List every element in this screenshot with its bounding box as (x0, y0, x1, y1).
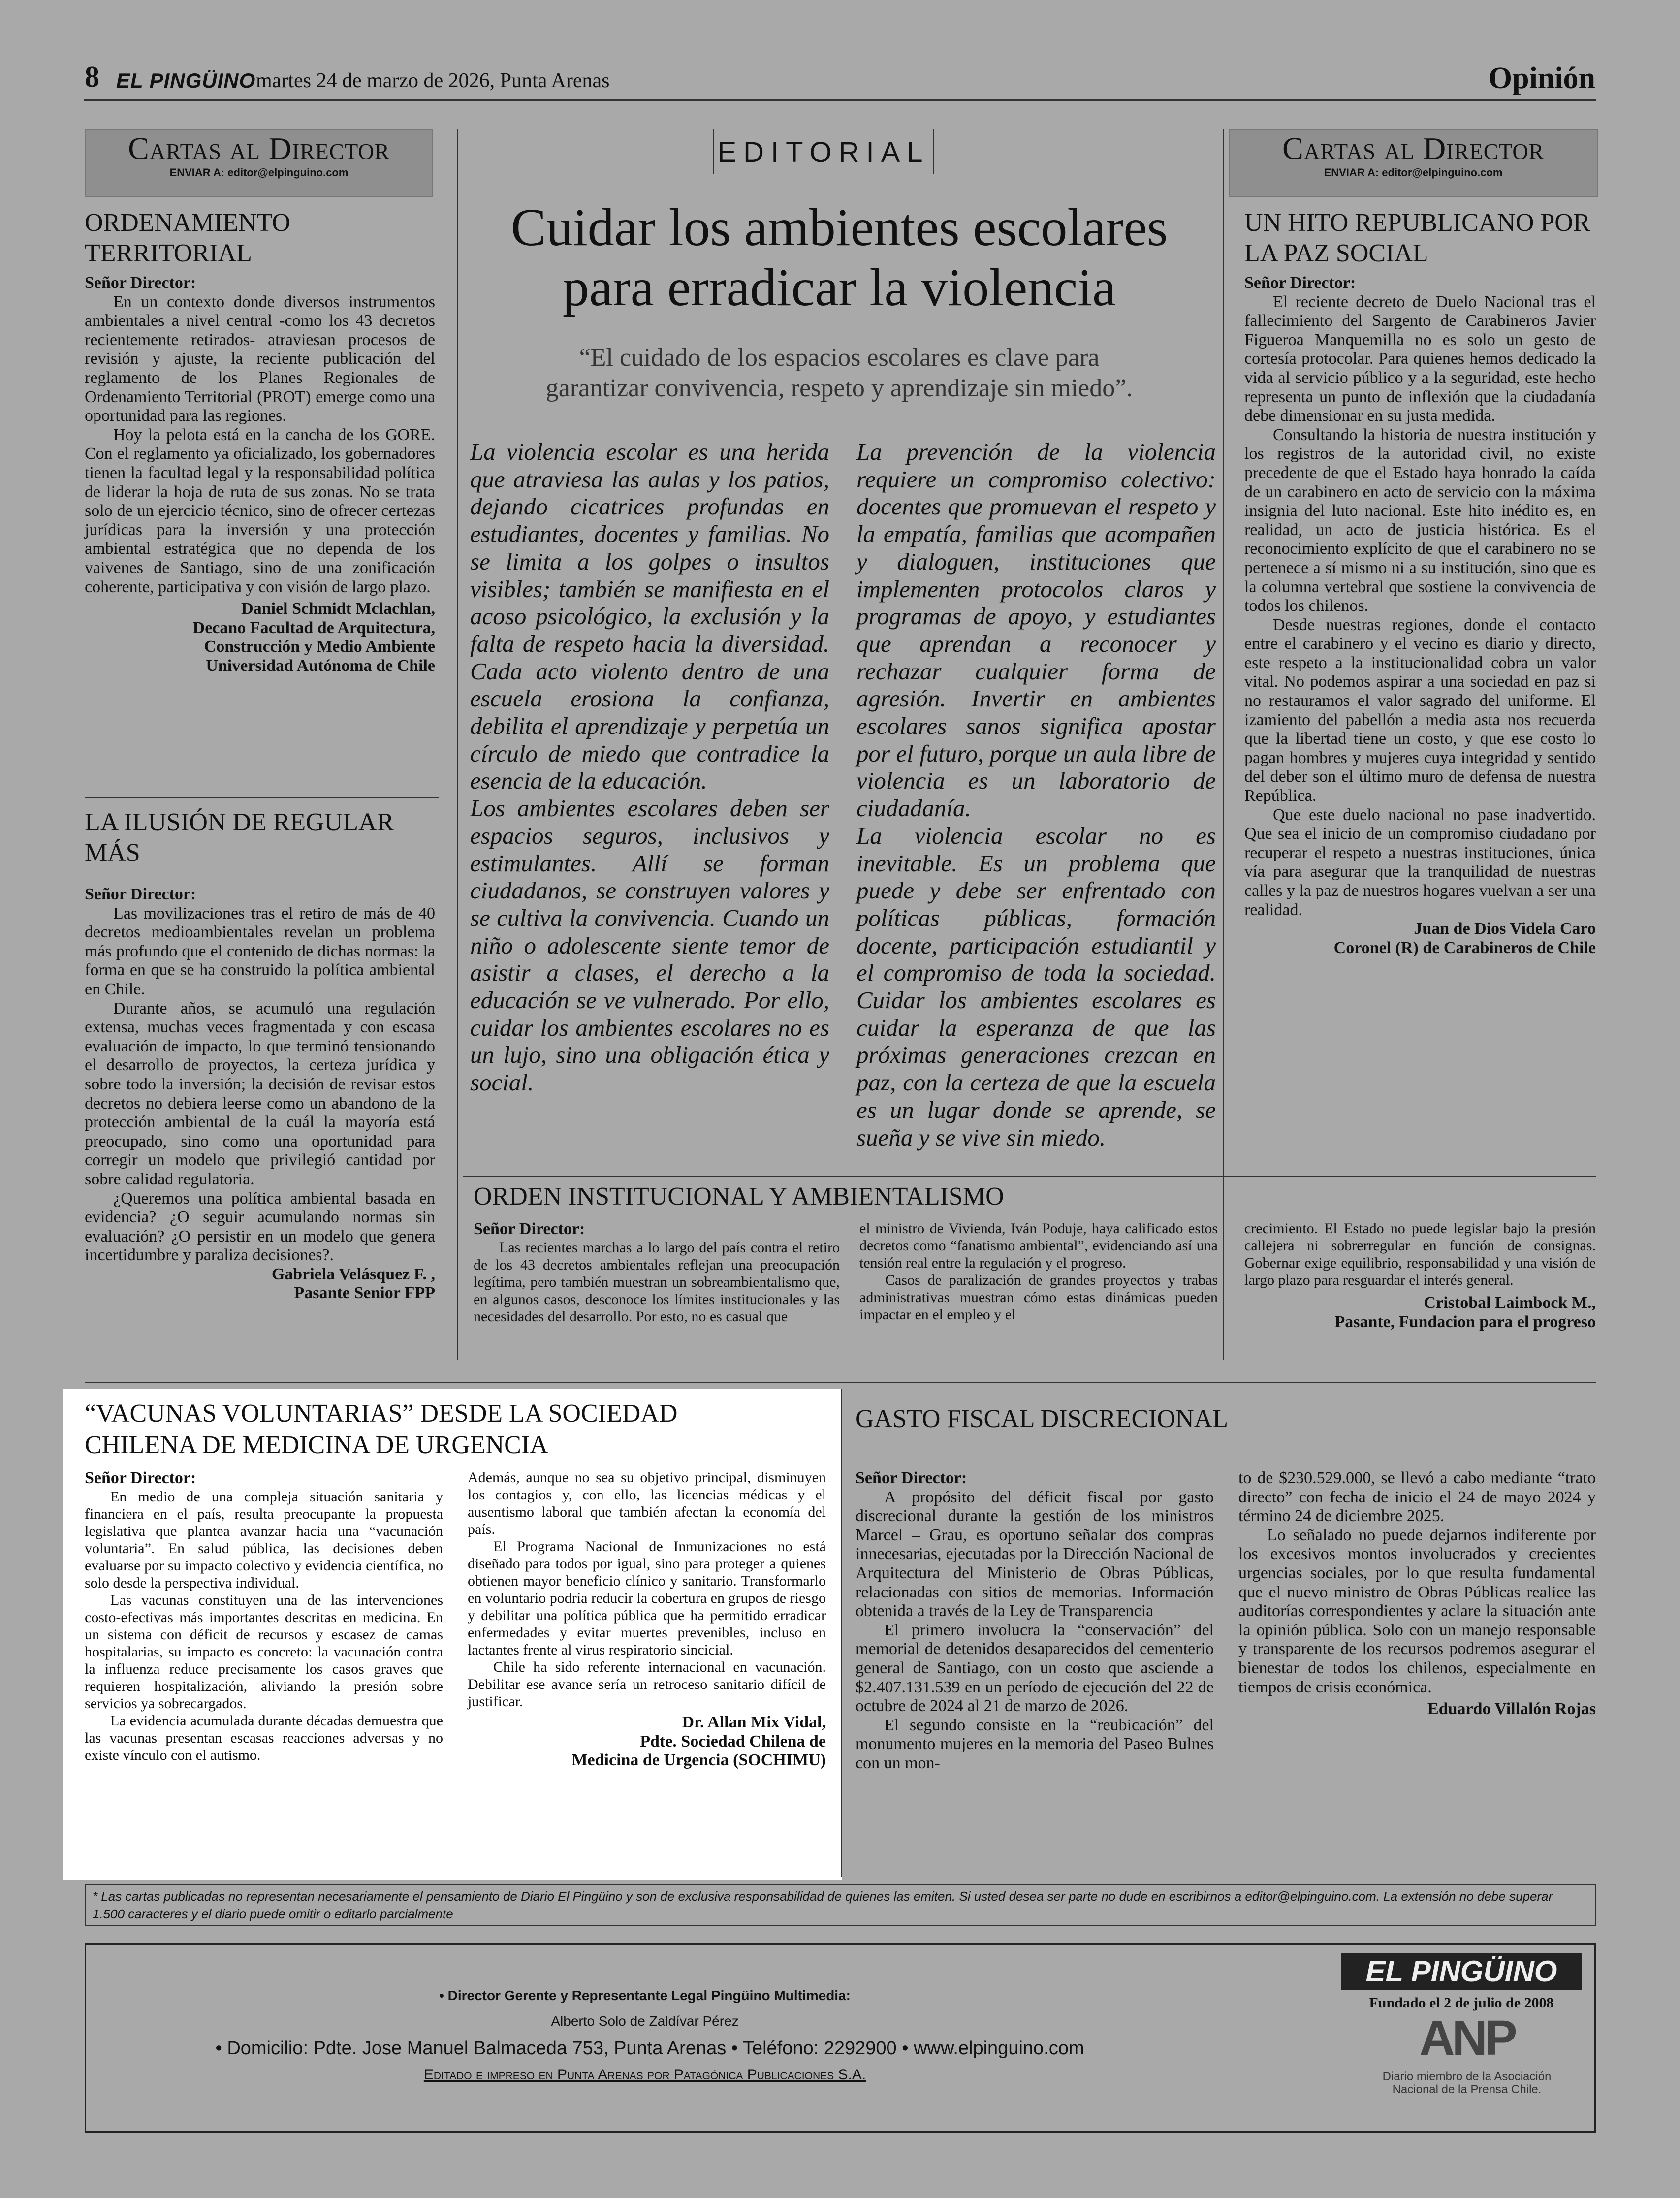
letter-body (85, 293, 435, 597)
cartas-email: ENVIAR A: editor@elpinguino.com (1324, 166, 1503, 179)
paragraph: el ministro de Vivienda, Iván Poduje, haya calificado estos decretos como “fanatismo ambiental”, evidenciando así una tensión real entre la regulación y el progreso. (859, 1220, 1218, 1271)
paragraph: ¿Queremos una política ambiental basada en evidencia? ¿O seguir acumulando normas sin evaluación? ¿O persistir en un modelo que genera incertidumbre y paraliza decisiones?. (85, 1189, 435, 1265)
footer-address: • Domicilio: Pdte. Jose Manuel Balmaceda 753, Punta Arenas • Teléfono: 2292900 • www.elpinguino.com (215, 2038, 1084, 2059)
letter-salutation: Señor Director: (856, 1469, 967, 1487)
paragraph: Que este duelo nacional no pase inadvertido. Que sea el inicio de un compromiso ciudadano por recuperar el respeto a nuestras instituciones, única vía para asegurar que la tranquilidad de nuestras calles y la paz de nuestros hogares vuelvan a ser una realidad. (1244, 805, 1596, 919)
editorial-quote-line: “El cuidado de los espacios escolares es clave para (579, 344, 1100, 372)
letter-signature (1244, 1294, 1596, 1332)
cartas-title: Cartas al Director (1282, 131, 1544, 166)
paragraph: crecimiento. El Estado no puede legislar bajo la presión callejera ni sobrerregular en función de consignas. Gobernar exige equilibrio, responsabilidad y una visión de largo plazo para resguardar el interés general. (1244, 1220, 1596, 1288)
headline-line: “VACUNAS VOLUNTARIAS” DESDE LA SOCIEDAD (85, 1400, 678, 1428)
column-rule (1223, 129, 1224, 1360)
letter-signature (1238, 1700, 1596, 1719)
paragraph: Desde nuestras regiones, donde el contacto entre el carabinero y el vecino es diario y directo, este respeto a la institucionalidad cobra un valor vital. No podemos aspirar a una sociedad en paz si no restauramos el valor sagrado del uniforme. El izamiento del pabellón a media asta nos recuerda que la libertad tiene un costo, y que ese costo lo pagan hombres y mujeres cuya integridad y sentido del deber son el último muro de defensa de nuestra República. (1244, 615, 1596, 805)
letter-body (1244, 293, 1596, 920)
paragraph: El primero involucra la “conservación” del memorial de detenidos desaparecidos del cementerio general de Santiago, con un costo que asciende a $2.407.131.539 en un período de ejecución del 22 de octubre de 2024 al 21 de marzo de 2026. (856, 1621, 1214, 1716)
letter-headline: ORDENAMIENTO TERRITORIAL (85, 209, 290, 267)
signature-line: Dr. Allan Mix Vidal, (682, 1713, 826, 1731)
letter-headline: LA ILUSIÓN DE REGULAR MÁS (85, 808, 394, 867)
paragraph: Durante años, se acumuló una regulación extensa, muchas veces fragmentada y con escasa evaluación de impacto, lo que terminó tensionando el desarrollo de proyectos, la certeza jurídica y sobre todo la inversión; la decisión de revisar estos decretos no debiera leerse como un abandono de la protección ambiental de la cuál la mayoría está preocupado, sino como una oportunidad para corregir un modelo que privilegió cantidad por sobre calidad regulatoria. (85, 999, 435, 1188)
letter-signature (1244, 920, 1596, 957)
editorial-paragraph: La violencia escolar no es inevitable. Es un problema que puede y debe ser enfrentado con políticas públicas, formación docente, participación estudiantil y el compromiso de toda la sociedad. Cuidar los ambientes escolares es cuidar la esperanza de que las próximas generaciones crezcan en paz, con la certeza de que la escuela es un lugar donde se aprende, se sueña y se vive sin miedo. (856, 822, 1216, 1151)
editorial-column-1 (470, 438, 829, 1096)
editorial-title (463, 198, 1216, 318)
signature-line: Eduardo Villalón Rojas (1427, 1700, 1596, 1719)
signature-line: Pasante Senior FPP (294, 1284, 435, 1303)
cartas-email: ENVIAR A: editor@elpinguino.com (169, 166, 349, 179)
letter-gasto-col2 (1238, 1469, 1596, 1719)
editorial-label: EDITORIAL (717, 136, 930, 168)
letter-gasto-col1 (856, 1469, 1214, 1773)
editorial-paragraph: Los ambientes escolares deben ser espacios seguros, inclusivos y estimulantes. Allí se forman ciudadanos, se construyen valores y se cultiva la convivencia. Cuando un niño o adolescente siente temor de asistir a clases, el derecho a la educación se ve vulnerado. Por ello, cuidar los ambientes escolares no es un lujo, sino una obligación ética y social. (470, 795, 829, 1096)
letter-ilusion (85, 807, 435, 1303)
letter-signature (85, 1265, 435, 1303)
editorial-title-line: para erradicar la violencia (562, 258, 1116, 317)
paragraph: Casos de paralización de grandes proyectos y trabas administrativas muestran cómo estas dinámicas pueden impactar en el empleo y el (859, 1272, 1218, 1323)
divider (85, 797, 439, 798)
letter-salutation: Señor Director: (1244, 274, 1356, 292)
editorial-column-2 (856, 438, 1216, 1151)
letter-ordenamiento (85, 208, 435, 675)
letter-salutation: Señor Director: (85, 885, 196, 903)
letter-signature (85, 600, 435, 675)
paragraph: to de $230.529.000, se llevó a cabo mediante “trato directo” con fecha de inicio el 24 de mayo 2024 y término 24 de diciembre 2025. (1238, 1469, 1596, 1526)
header-rule (84, 99, 1596, 101)
letter-headline: GASTO FISCAL DISCRECIONAL (856, 1405, 1228, 1433)
paragraph: Las recientes marchas a lo largo del país contra el retiro de los 43 decretos ambientales reflejan una preocupación legítima, pero también muestran un sobreambientalismo que, en algunos casos, desconoce los límites institucionales y las necesidades del desarrollo. Por esto, no es casual que (474, 1239, 840, 1325)
signature-line: Gabriela Velásquez F. , (271, 1265, 435, 1283)
cartas-header-left (85, 129, 433, 197)
editorial-title-line: Cuidar los ambientes escolares (510, 198, 1168, 257)
letter-hito-republicano (1244, 208, 1596, 957)
section-title: Opinión (1488, 62, 1595, 95)
paper-name: EL PINGÜINO (116, 69, 256, 92)
editorial-label-rule-right (933, 129, 934, 174)
cartas-header-right (1229, 129, 1598, 197)
footer-director-name: Alberto Solo de Zaldívar Pérez (551, 2013, 739, 2029)
letter-salutation: Señor Director: (85, 1469, 196, 1487)
letter-headline: UN HITO REPUBLICANO POR LA PAZ SOCIAL (1244, 209, 1590, 267)
headline-line: CHILENA DE MEDICINA DE URGENCIA (85, 1431, 548, 1459)
signature-line: Cristobal Laimbock M., (1424, 1294, 1596, 1312)
paragraph: La evidencia acumulada durante décadas demuestra que las vacunas presentan escasas reacciones adversas y no existe vínculo con el autismo. (85, 1712, 443, 1763)
paragraph: A propósito del déficit fiscal por gasto discrecional durante la gestión de los ministros Marcel – Grau, es oportuno señalar dos compras innecesarias, ejecutadas por la Dirección Nacional de Arquitectura del Ministerio de Obras Públicas, relacionadas con sitios de memorias. Información obtenida a través de la Ley de Transparencia (856, 1488, 1214, 1621)
anp-logo: ANP (1419, 2010, 1515, 2066)
column-rule (841, 1389, 842, 1877)
footer-printed-by: Editado e impreso en Punta Arenas por Patagónica Publicaciones S.A. (423, 2067, 866, 2083)
paragraph: Chile ha sido referente internacional en vacunación. Debilitar ese avance sería un retroceso sanitario difícil de justificar. (468, 1659, 826, 1710)
letter-vacunas-col2 (468, 1469, 826, 1770)
paragraph: Las movilizaciones tras el retiro de más de 40 decretos medioambientales revelan un problema más profundo que el contenido de dichas normas: la forma en que se ha construido la política ambiental en Chile. (85, 904, 435, 998)
paragraph: El reciente decreto de Duelo Nacional tras el fallecimiento del Sargento de Carabineros Javier Figueroa Manquemilla no es solo un gesto de cortesía protocolar. Para quienes hemos dedicado la vida al servicio público y a la seguridad, este hecho representa un punto de inflexión que la ciudadanía debe dimensionar en su justa medida. (1244, 292, 1596, 425)
paragraph: Las vacunas constituyen una de las intervenciones costo-efectivas más importantes descritas en medicina. En un sistema con déficit de recursos y escasez de camas hospitalarias, su impacto es concreto: la vacunación contra la influenza reduce precisamente los casos graves que requieren hospitalización, aliviando la presión sobre servicios ya sobrecargados. (85, 1592, 443, 1712)
letter-signature (468, 1713, 826, 1770)
letter-salutation: Señor Director: (85, 274, 196, 292)
letter-orden-col3 (1244, 1220, 1596, 1332)
paragraph: Lo señalado no puede dejarnos indiferente por los excesivos montos involucrados y crecientes urgencias sociales, por lo que resulta fundamental que el nuevo ministro de Obras Públicas realice las auditorías correspondientes y aclare la situación ante la opinión pública. Solo con un manejo responsable y transparente de los recursos podremos asegurar el bienestar de todos los chilenos, especialmente en tiempos de crisis económica. (1238, 1526, 1596, 1696)
paragraph: Hoy la pelota está en la cancha de los GORE. Con el reglamento ya oficializado, los gobernadores tienen la facultad legal y la responsabilidad política de liderar la hoja de ruta de sus zonas. No se trata solo de un ejercicio técnico, sino de ofrecer certezas jurídicas para la inversión y una protección ambiental estratégica que no dependa de los vaivenes de Santiago, sino de una zonificación coherente, participativa y con visión de largo plazo. (85, 425, 435, 596)
footer-director-label: • Director Gerente y Representante Legal Pingüino Multimedia: (439, 1988, 851, 2003)
signature-line: Decano Facultad de Arquitectura, (192, 618, 435, 637)
paragraph: Además, aunque no sea su objetivo principal, disminuyen los contagios y, con ello, las licencias médicas y el ausentismo laboral que también afectan la economía del país. (468, 1469, 826, 1537)
editorial-paragraph: La prevención de la violencia requiere un compromiso colectivo: docentes que promuevan el respeto y la empatía, familias que acompañen y dialoguen, instituciones que implementen protocolos claros y programas de apoyo, y estudiantes que aprendan a reconocer y rechazar cualquier forma de agresión. Invertir en ambientes escolares sanos significa apostar por el futuro, porque un aula libre de violencia es un laboratorio de ciudadanía. (856, 438, 1216, 822)
letter-vacunas-col1 (85, 1469, 443, 1764)
issue-date: martes 24 de marzo de 2026, Punta Arenas (256, 69, 610, 92)
signature-line: Daniel Schmidt Mclachlan, (241, 600, 435, 618)
editorial-paragraph: La violencia escolar es una herida que atraviesa las aulas y los patios, dejando cicatrices profundas en estudiantes, docentes y familias. No se limita a los golpes o insultos visibles; también se manifiesta en el acoso psicológico, la exclusión y la falta de respeto hacia la diversidad. Cada acto violento dentro de una escuela erosiona la confianza, debilita el aprendizaje y perpetúa un círculo de miedo que contradice la esencia de la educación. (470, 438, 829, 795)
paragraph: El segundo consiste en la “reubicación” del monumento mujeres en la memoria del Paseo Bulnes con un mon- (856, 1716, 1214, 1772)
letter-orden-col2 (859, 1220, 1218, 1323)
page-number: 8 (85, 61, 99, 93)
paragraph: Consultando la historia de nuestra institución y los registros de la autoridad civil, no existe precedente de que el Estado haya honrado la caída de un carabinero en acto de servicio con la máxima insignia del luto nacional. Este hito inédito es, en realidad, un acto de justicia histórica. Es el reconocimiento explícito de que el carabinero no se pertenece a sí mismo ni a su institución, sino que es la columna vertebral que sostiene la convivencia de todos los chilenos. (1244, 425, 1596, 615)
signature-line: Juan de Dios Videla Caro (1414, 920, 1596, 938)
letter-headline (85, 1398, 833, 1461)
cartas-title: Cartas al Director (128, 131, 390, 166)
paragraph: En un contexto donde diversos instrumentos ambientales a nivel central -como los 43 decretos recientemente retirados- atraviesan procesos de revisión y ajuste, la reciente publicación del reglamento de los Planes Regionales de Ordenamiento Territorial (PROT) emerge como una oportunidad para las regiones. (85, 292, 435, 425)
divider (85, 1382, 1596, 1383)
column-rule (457, 129, 458, 1360)
divider (463, 1176, 1596, 1177)
disclaimer: * Las cartas publicadas no representan necesariamente el pensamiento de Diario El Pingüino y son de exclusiva responsabilidad de quienes las emiten. Si usted desea ser parte no dude en escribirnos a editor@elpinguino.com. La extensión no debe superar 1.500 caracteres y el diario puede omitir o editarlo parcialmente (85, 1884, 1596, 1926)
signature-line: Pdte. Sociedad Chilena de (640, 1732, 826, 1751)
signature-line: Pasante, Fundacion para el progreso (1334, 1312, 1596, 1331)
anp-caption (1359, 2071, 1575, 2096)
letter-headline: ORDEN INSTITUCIONAL Y AMBIENTALISMO (474, 1182, 1004, 1210)
editorial-quote (463, 343, 1216, 404)
signature-line: Coronel (R) de Carabineros de Chile (1333, 938, 1596, 957)
paper-logo: EL PINGÜINO (1341, 1953, 1582, 1990)
anp-caption-line: Diario miembro de la Asociación (1382, 2070, 1552, 2083)
letter-salutation: Señor Director: (474, 1220, 585, 1238)
paragraph: En medio de una compleja situación sanitaria y financiera en el país, resulta preocupante la propuesta legislativa que plantea avanzar hacia una “vacunación voluntaria”. En salud pública, las decisiones deben evaluarse por su impacto colectivo y evidencia científica, no solo desde la perspectiva individual. (85, 1488, 443, 1591)
anp-caption-line: Nacional de la Prensa Chile. (1392, 2083, 1542, 2096)
paragraph: El Programa Nacional de Inmunizaciones no está diseñado para todos por igual, sino para proteger a quienes obtienen mayor beneficio clínico y sanitario. Transformarlo en voluntario podría reducir la cobertura en grupos de riesgo y debilitar una política pública que ha permitido erradicar enfermedades y evitar muertes prevenibles, incluso en lactantes frente al virus respiratorio sincicial. (468, 1538, 826, 1658)
founded-date: Fundado el 2 de julio de 2008 (1369, 1995, 1554, 2011)
signature-line: Construcción y Medio Ambiente (204, 637, 435, 656)
signature-line: Medicina de Urgencia (SOCHIMU) (571, 1751, 826, 1770)
letter-vacunas (85, 1398, 833, 1461)
editorial-quote-line: garantizar convivencia, respeto y aprendizaje sin miedo”. (545, 374, 1133, 402)
signature-line: Universidad Autónoma de Chile (206, 656, 435, 675)
letter-orden-col1 (474, 1220, 840, 1325)
letter-body (85, 904, 435, 1265)
